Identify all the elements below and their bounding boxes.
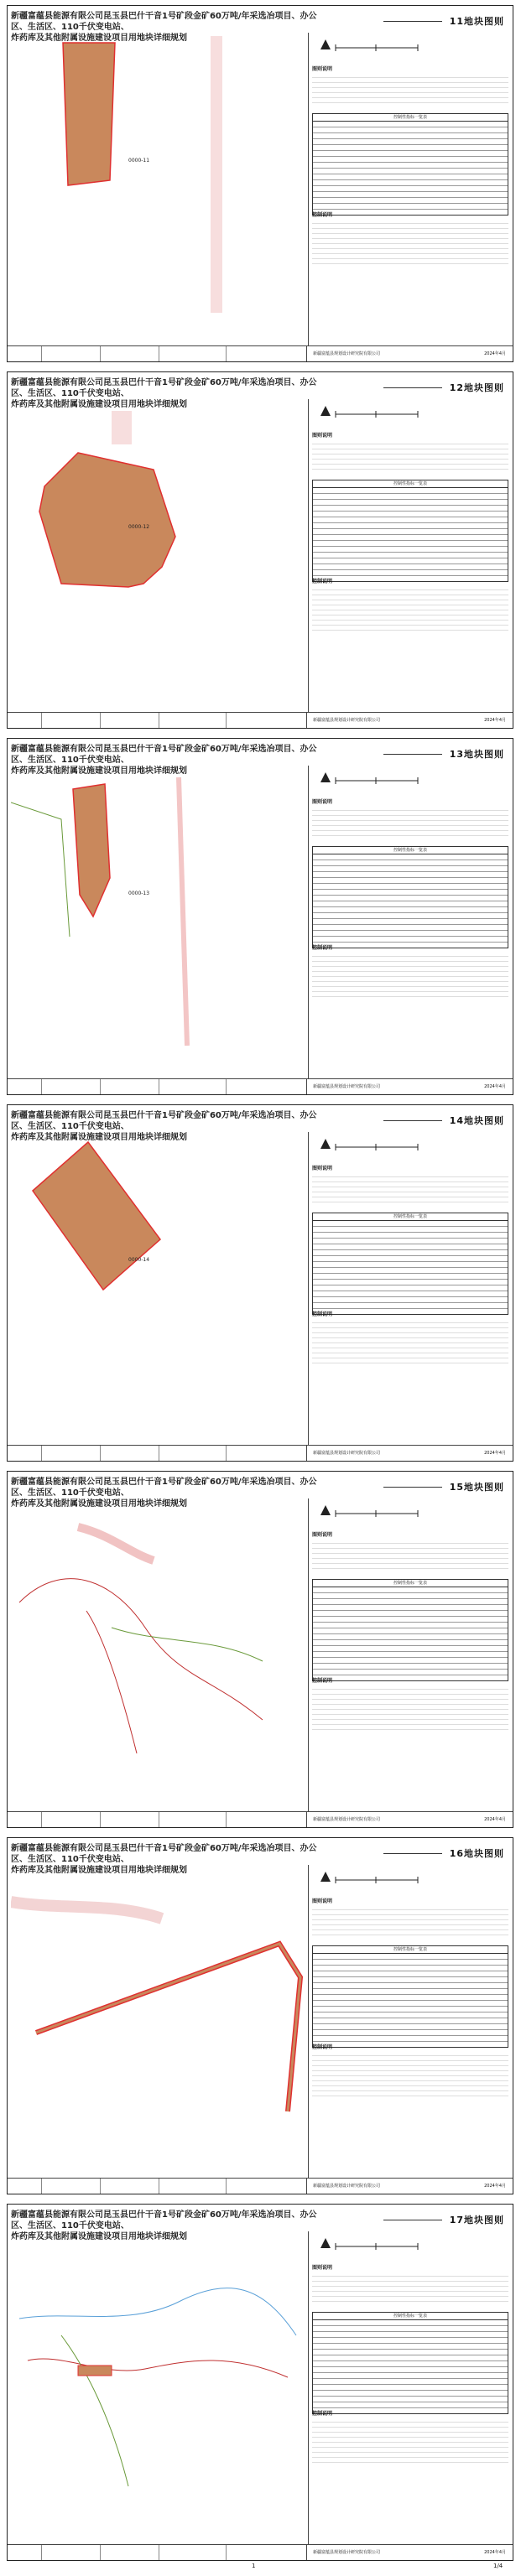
footer-date: 2024年4月 [484,351,506,356]
parcel-code: 0000-14 [128,1257,150,1263]
footer-cells [8,1446,307,1461]
footer-date: 2024年4月 [484,1817,506,1822]
notes-heading: 图则说明 [312,1898,333,1904]
sheet-title-line-2: 炸药库及其他附属设施建设项目用地块详细规划 [11,400,187,409]
sheet-title-line-2: 炸药库及其他附属设施建设项目用地块详细规划 [11,2232,187,2241]
footer-date: 2024年4月 [484,718,506,723]
control-notes-body [312,1318,508,1365]
footer-date: 2024年4月 [484,2550,506,2555]
footer-organization: 新疆富蕴县规划设计研究院有限公司 [313,1817,381,1822]
plan-sheet-16 [7,1837,513,2194]
info-panel [308,1865,512,2179]
legend-rule [383,387,442,388]
control-notes-body [312,219,508,266]
block-label: 11地块图则 [449,16,504,27]
map-view [11,1135,305,1412]
map-view [11,36,305,313]
notes-body [312,806,508,839]
page-number-right: 1/4 [493,2563,503,2569]
info-panel [308,33,512,346]
control-notes-body [312,585,508,632]
info-panel [308,1132,512,1446]
legend-rule [383,1120,442,1121]
control-index-table [312,2312,508,2414]
map-view [11,1502,305,1779]
parcel-map [11,769,305,1046]
sheet-title-line-2: 炸药库及其他附属设施建设项目用地块详细规划 [11,1499,187,1509]
footer-date: 2024年4月 [484,1451,506,1456]
scale-bar-icon [317,1870,426,1888]
footer-organization: 新疆富蕴县规划设计研究院有限公司 [313,351,381,356]
footer-cells [8,2179,307,2194]
sheet-title-line-2: 炸药库及其他附属设施建设项目用地块详细规划 [11,1866,187,1875]
scale-bar-icon [317,38,426,56]
notes-body [312,439,508,473]
control-index-table [312,480,508,582]
block-label: 14地块图则 [449,1115,504,1126]
control-notes-heading: 控制说明 [312,579,333,584]
control-index-table [312,846,508,948]
scale-bar-icon [317,1504,426,1522]
legend-rule [383,754,442,755]
scale-bar-icon [317,1137,426,1156]
control-index-heading: 控制性指标一览表 [313,1213,508,1221]
footer-organization: 新疆富蕴县规划设计研究院有限公司 [313,1084,381,1089]
control-notes-body [312,2051,508,2098]
sheet-title-line-1: 新疆富蕴县能源有限公司昆玉县巴什干音1号矿段金矿60万吨/年采选冶项目、办公区、生活区、110千伏变电站、 [11,1111,317,1131]
sheet-title-line-1: 新疆富蕴县能源有限公司昆玉县巴什干音1号矿段金矿60万吨/年采选冶项目、办公区、生活区、110千伏变电站、 [11,12,317,32]
legend-rule [383,1853,442,1854]
parcel-map [11,36,305,313]
plan-sheet-14 [7,1104,513,1462]
block-label: 12地块图则 [449,382,504,393]
notes-heading: 图则说明 [312,433,333,439]
sheet-title-line-1: 新疆富蕴县能源有限公司昆玉县巴什干音1号矿段金矿60万吨/年采选冶项目、办公区、生活区、110千伏变电站、 [11,745,317,765]
parcel-map [11,402,305,679]
page-number-center: 1 [252,2563,256,2569]
control-index-table [312,1213,508,1315]
parcel-code: 0000-12 [128,524,150,530]
notes-body [312,73,508,106]
parcel-map [11,2235,305,2511]
parcel-map [11,1135,305,1412]
sheet-footer [8,2544,513,2560]
info-panel [308,2231,512,2545]
footer-date: 2024年4月 [484,1084,506,1089]
scale-bar-icon [317,404,426,423]
sheet-title-line-1: 新疆富蕴县能源有限公司昆玉县巴什干音1号矿段金矿60万吨/年采选冶项目、办公区、生活区、110千伏变电站、 [11,1844,317,1864]
control-index-table [312,113,508,216]
plan-sheet-15 [7,1471,513,1828]
control-index-heading: 控制性指标一览表 [313,1946,508,1954]
sheet-footer [8,2178,513,2194]
footer-organization: 新疆富蕴县规划设计研究院有限公司 [313,718,381,723]
control-notes-body [312,952,508,999]
sheet-title-line-2: 炸药库及其他附属设施建设项目用地块详细规划 [11,34,187,43]
map-view [11,402,305,679]
scale-bar-icon [317,2236,426,2255]
footer-cells [8,713,307,728]
plan-sheet-17 [7,2204,513,2561]
info-panel [308,766,512,1079]
footer-cells [8,1079,307,1094]
footer-organization: 新疆富蕴县规划设计研究院有限公司 [313,2184,381,2189]
control-notes-body [312,2418,508,2464]
block-label: 17地块图则 [449,2215,504,2225]
sheet-footer [8,1811,513,1827]
map-view [11,2235,305,2511]
control-index-heading: 控制性指标一览表 [313,847,508,854]
parcel-map [11,1868,305,2145]
control-index-table [312,1579,508,1681]
notes-heading: 图则说明 [312,1532,333,1538]
control-notes-heading: 控制说明 [312,212,333,218]
notes-body [312,1905,508,1939]
sheet-footer [8,712,513,728]
info-panel [308,1498,512,1812]
notes-heading: 图则说明 [312,799,333,805]
sheet-title-line-1: 新疆富蕴县能源有限公司昆玉县巴什干音1号矿段金矿60万吨/年采选冶项目、办公区、生活区、110千伏变电站、 [11,378,317,398]
control-notes-heading: 控制说明 [312,945,333,951]
parcel-code: 0000-11 [128,158,150,164]
parcel-code: 0000-13 [128,891,150,896]
sheet-title-line-2: 炸药库及其他附属设施建设项目用地块详细规划 [11,1133,187,1142]
sheet-title-line-1: 新疆富蕴县能源有限公司昆玉县巴什干音1号矿段金矿60万吨/年采选冶项目、办公区、生活区、110千伏变电站、 [11,2210,317,2231]
control-index-heading: 控制性指标一览表 [313,480,508,488]
block-label: 13地块图则 [449,749,504,760]
footer-cells [8,346,307,361]
map-view [11,769,305,1046]
control-notes-heading: 控制说明 [312,2044,333,2050]
control-index-heading: 控制性指标一览表 [313,1580,508,1587]
control-index-heading: 控制性指标一览表 [313,114,508,122]
plan-sheet-13 [7,738,513,1095]
footer-organization: 新疆富蕴县规划设计研究院有限公司 [313,1451,381,1456]
control-index-table [312,1945,508,2048]
legend-rule [383,21,442,22]
control-notes-heading: 控制说明 [312,1311,333,1317]
sheet-footer [8,345,513,361]
control-notes-heading: 控制说明 [312,1678,333,1684]
sheet-title-line-2: 炸药库及其他附属设施建设项目用地块详细规划 [11,766,187,776]
plan-sheet-11 [7,5,513,362]
sheet-footer [8,1445,513,1461]
sheet-title-line-1: 新疆富蕴县能源有限公司昆玉县巴什干音1号矿段金矿60万吨/年采选冶项目、办公区、生活区、110千伏变电站、 [11,1478,317,1498]
footer-organization: 新疆富蕴县规划设计研究院有限公司 [313,2550,381,2555]
block-label: 16地块图则 [449,1848,504,1859]
notes-body [312,2272,508,2305]
scale-bar-icon [317,771,426,789]
block-label: 15地块图则 [449,1482,504,1493]
footer-cells [8,1812,307,1827]
sheet-footer [8,1078,513,1094]
plan-sheet-12 [7,371,513,729]
control-notes-body [312,1685,508,1732]
notes-heading: 图则说明 [312,2265,333,2271]
map-view [11,1868,305,2145]
footer-cells [8,2545,307,2560]
notes-heading: 图则说明 [312,66,333,72]
control-index-heading: 控制性指标一览表 [313,2313,508,2320]
info-panel [308,399,512,713]
notes-body [312,1539,508,1572]
legend-rule [383,1487,442,1488]
notes-heading: 图则说明 [312,1166,333,1171]
footer-date: 2024年4月 [484,2184,506,2189]
parcel-map [11,1502,305,1779]
notes-body [312,1172,508,1206]
control-notes-heading: 控制说明 [312,2411,333,2417]
